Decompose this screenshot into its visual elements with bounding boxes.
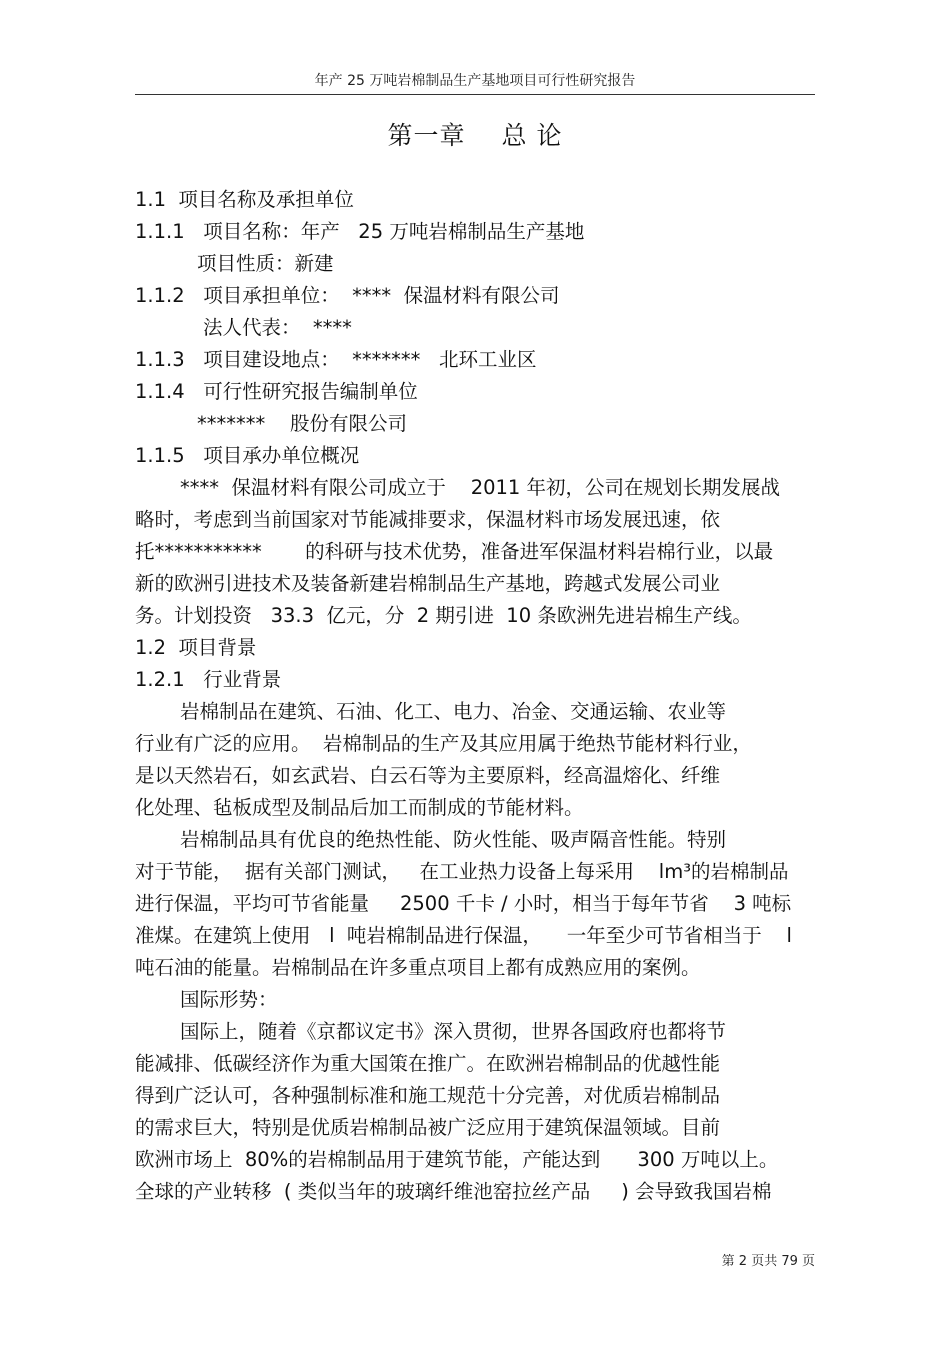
subheading-international: 国际形势： <box>180 988 278 1011</box>
paragraph-line: 岩棉制品具有优良的绝热性能、防火性能、吸声隔音性能。特别 <box>180 828 727 851</box>
item-project-name: 1.1.1 项目名称：年产 25 万吨岩棉制品生产基地 <box>135 220 585 243</box>
item-compiler-company: ******* 股份有限公司 <box>197 412 408 435</box>
paragraph-line: 吨石油的能量。岩棉制品在许多重点项目上都有成熟应用的案例。 <box>135 956 701 979</box>
paragraph-line: 进行保温，平均可节省能量 2500 千卡 / 小时，相当于每年节省 3 吨标 <box>135 892 792 915</box>
item-project-nature: 项目性质：新建 <box>197 252 334 275</box>
item-construction-site: 1.1.3 项目建设地点： ******* 北环工业区 <box>135 348 537 371</box>
paragraph-line: 国际上，随着《京都议定书》深入贯彻，世界各国政府也都将节 <box>180 1020 727 1043</box>
paragraph-line: 化处理、毡板成型及制品后加工而制成的节能材料。 <box>135 796 584 819</box>
paragraph-line: 行业有广泛的应用。 岩棉制品的生产及其应用属于绝热节能材料行业， <box>135 732 752 755</box>
item-legal-representative: 法人代表： **** <box>203 316 352 339</box>
paragraph-line: **** 保温材料有限公司成立于 2011 年初，公司在规划长期发展战 <box>180 476 781 499</box>
paragraph-line: 略时，考虑到当前国家对节能减排要求，保温材料市场发展迅速，依 <box>135 508 721 531</box>
paragraph-line: 是以天然岩石，如玄武岩、白云石等为主要原料，经高温熔化、纤维 <box>135 764 721 787</box>
paragraph-line: 新的欧洲引进技术及装备新建岩棉制品生产基地，跨越式发展公司业 <box>135 572 721 595</box>
document-body <box>135 184 815 1208</box>
section-heading-1-1: 1.1 项目名称及承担单位 <box>135 188 354 211</box>
chapter-heading <box>0 116 950 152</box>
paragraph-line: 的需求巨大，特别是优质岩棉制品被广泛应用于建筑保温领域。目前 <box>135 1116 721 1139</box>
paragraph-line: 对于节能， 据有关部门测试， 在工业热力设备上每采用 lm³的岩棉制品 <box>135 860 789 883</box>
page-number: 第 2 页共 79 页 <box>721 1254 815 1269</box>
paragraph-line: 全球的产业转移 ( 类似当年的玻璃纤维池窑拉丝产品 ) 会导致我国岩棉 <box>135 1180 772 1203</box>
header-divider <box>135 94 815 95</box>
paragraph-line: 准煤。在建筑上使用 l 吨岩棉制品进行保温， 一年至少可节省相当于 l <box>135 924 792 947</box>
paragraph-line: 能减排、低碳经济作为重大国策在推广。在欧洲岩棉制品的优越性能 <box>135 1052 721 1075</box>
item-company-overview: 1.1.5 项目承办单位概况 <box>135 444 360 467</box>
section-heading-1-2: 1.2 项目背景 <box>135 636 257 659</box>
paragraph-line: 岩棉制品在建筑、石油、化工、电力、冶金、交通运输、农业等 <box>180 700 727 723</box>
item-undertaking-unit: 1.1.2 项目承担单位： **** 保温材料有限公司 <box>135 284 560 307</box>
paragraph-line: 务。计划投资 33.3 亿元，分 2 期引进 10 条欧洲先进岩棉生产线。 <box>135 604 752 627</box>
item-industry-background: 1.2.1 行业背景 <box>135 668 282 691</box>
paragraph-line: 托*********** 的科研与技术优势，准备进军保温材料岩棉行业，以最 <box>135 540 774 563</box>
chapter-number: 第一章 <box>387 121 466 150</box>
item-report-compiler: 1.1.4 可行性研究报告编制单位 <box>135 380 418 403</box>
paragraph-line: 得到广泛认可，各种强制标准和施工规范十分完善，对优质岩棉制品 <box>135 1084 721 1107</box>
running-header: 年产 25 万吨岩棉制品生产基地项目可行性研究报告 <box>314 73 636 89</box>
chapter-title: 总 论 <box>501 121 563 150</box>
paragraph-line: 欧洲市场上 80%的岩棉制品用于建筑节能，产能达到 300 万吨以上。 <box>135 1148 779 1171</box>
